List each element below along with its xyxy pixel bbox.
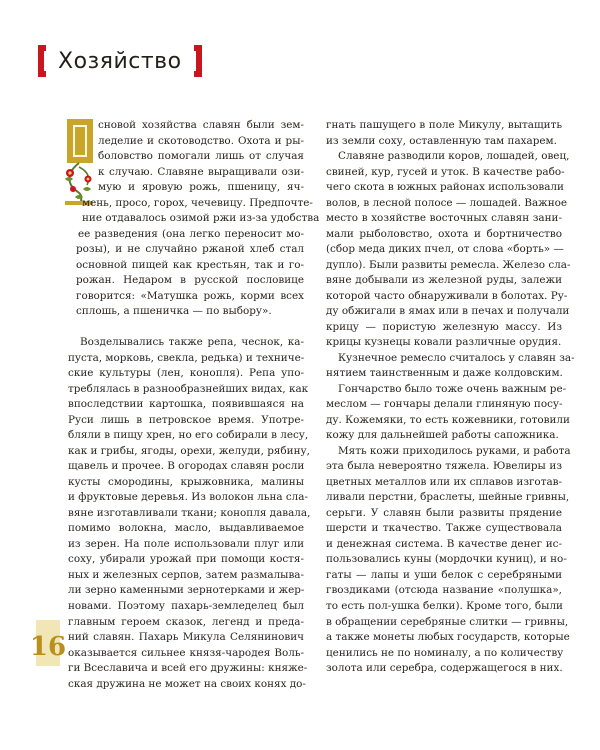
- left-column-line: к случаю. Славяне выращивали ози-: [98, 165, 304, 178]
- left-column-line: говорится: «Матушка рожь, корми всех: [76, 289, 304, 302]
- left-column-line: впоследствии картошка, появившаяся на: [68, 398, 304, 411]
- left-column-line: ее разведения (она легко переносит мо-: [78, 227, 304, 240]
- right-column-line: ду. Кожемяки, то есть кожевники, готовили: [326, 413, 570, 426]
- left-column-line: из зерен. На поле использовали плуг или: [68, 537, 304, 550]
- left-column-line: соху, убирали урожай при помощи костя-: [68, 553, 304, 566]
- right-column-line: шерсти и ткачество. Также существовала: [326, 522, 562, 535]
- left-text-column: [68, 118, 320, 692]
- right-column-line: ду обжигали в ямах или в печах и получали: [326, 305, 570, 318]
- left-column-line: вяне изготавливали ткани; конопля давала,: [68, 506, 311, 519]
- right-column-line: то есть пол-ушка белки). Кроме того, были: [326, 599, 563, 612]
- right-column-line: гвоздиками (отсюда название «полушка»,: [326, 584, 562, 597]
- right-column-line: и денежная система. В качестве денег ис-: [326, 537, 562, 550]
- left-column-line: оказывается сильнее князя-чародея Воль-: [68, 646, 304, 659]
- left-column-line: Руси лишь в петровское время. Употре-: [68, 413, 304, 426]
- section-title: Хозяйство: [58, 48, 182, 74]
- left-column-line: и фруктовые деревья. Из волокон льна сла-: [68, 491, 308, 504]
- right-column-line: дупло). Были развиты ремесла. Железо сла-: [326, 258, 571, 271]
- left-column-line: боловство помогали лишь от случая: [98, 150, 304, 163]
- left-column-line: треблялась в разнообразнейших видах, как: [68, 382, 309, 395]
- right-column-line: вяне добывали из железной руды, залежи: [326, 274, 562, 287]
- left-column-line: помимо волокна, масло, выдавливаемое: [68, 522, 304, 535]
- right-column-line: пользовались куны (мордочки куниц), и но-: [326, 553, 567, 566]
- page-number: 16: [29, 632, 67, 662]
- right-column-line: чего скота в южных районах использовали: [326, 181, 564, 194]
- left-column-line: [68, 320, 304, 336]
- right-column-line: мали рыболовство, охота и бортничество: [326, 227, 562, 240]
- right-column-line: в обращении серебряные слитки — гривны,: [326, 615, 569, 628]
- left-column-line: новами. Поэтому пахарь-земледелец был: [68, 599, 304, 612]
- right-column-line: Кузнечное ремесло считалось у славян за-: [338, 351, 575, 364]
- left-column-line: основной пищей как крестьян, так и го-: [76, 258, 304, 271]
- left-column-line: Возделывались также репа, чеснок, ка-: [80, 336, 304, 349]
- right-column-line: ливали перстни, браслеты, шейные гривны,: [326, 491, 570, 504]
- right-column-line: которой часто обнаруживали в болотах. Ру-: [326, 289, 568, 302]
- right-column-line: ценились не по номиналу, а по количеству: [326, 646, 564, 659]
- page-number-ornament: [29, 620, 67, 666]
- left-column-line: мую и яровую рожь, пшеницу, яч-: [98, 181, 304, 194]
- right-bracket-ornament: [194, 45, 202, 77]
- left-column-line: как и грибы, ягоды, орехи, желуди, рябину,: [68, 444, 310, 457]
- left-column-line: ские культуры (лен, конопля). Репа упо-: [68, 367, 304, 380]
- right-column-line: крицу — пористую железную массу. Из: [326, 320, 562, 333]
- right-column-line: место в хозяйстве восточных славян зани-: [326, 212, 562, 225]
- right-column-line: Славяне разводили коров, лошадей, овец,: [338, 150, 570, 163]
- right-column-line: нятием таинственным и даже колдовским.: [326, 367, 563, 380]
- left-column-line: щавель и прочее. В огородах славян росли: [68, 460, 305, 473]
- right-column-line: эта была невероятно тяжела. Ювелиры из: [326, 460, 562, 473]
- section-heading: [38, 44, 202, 78]
- left-column-line: ных и железных серпов, затем размалыва-: [68, 568, 304, 581]
- left-column-line: рожан. Недаром в русской пословице: [76, 274, 304, 287]
- left-column-line: ская дружина не может на своих конях до-: [68, 677, 306, 690]
- right-column-line: Гончарство было тоже очень важным ре-: [338, 382, 567, 395]
- right-column-line: гнать пашущего в поле Микулу, вытащить: [326, 119, 562, 131]
- left-column-line: ние отдавалось озимой ржи из-за удобства: [82, 212, 320, 225]
- left-column-line: розы), и не случайно ржаной хлеб стал: [76, 243, 304, 256]
- right-column-line: Мять кожи приходилось руками, и работа: [338, 444, 571, 457]
- left-column-line: ли зерно каменными зернотерками и жер-: [68, 584, 305, 597]
- left-column-line: сплошь, а пшеничка — по выбору».: [76, 305, 272, 318]
- left-column-line: пуста, морковь, свекла, редька) и техниче-: [68, 351, 305, 364]
- right-column-line: из земли соху, оставленную там пахарем.: [326, 134, 557, 147]
- right-column-line: золота или серебра, содержащегося в них.: [326, 662, 563, 675]
- left-column-line: кусты смородины, крыжовника, малины: [68, 475, 304, 488]
- right-column-line: (сбор меда диких пчел, от слова «борть» —: [326, 243, 564, 256]
- right-column-line: гаты — лапы и уши белок с серебряными: [326, 568, 562, 581]
- right-column-line: меслом — гончары делали глиняную посу-: [326, 398, 563, 411]
- left-column-line: леделие и скотоводство. Охота и ры-: [98, 134, 304, 147]
- right-column-line: а также монеты любых государств, которые: [326, 631, 570, 644]
- right-column-line: крицы кузнецы ковали различные орудия.: [326, 336, 562, 349]
- left-column-line: ний славян. Пахарь Микула Селянинович: [68, 631, 304, 644]
- left-column-line: ги Всеславича и всей его дружины: княже-: [68, 662, 308, 675]
- right-column-line: свиней, кур, гусей и уток. В качестве рабо-: [326, 165, 565, 178]
- left-column-line: сновой хозяйства славян были зем-: [98, 119, 304, 131]
- right-column-line: волов, в лесной полосе — лошадей. Важное: [326, 196, 568, 209]
- right-column-line: цветных металлов или их сплавов изготав-: [326, 475, 562, 488]
- right-column-line: серьги. У славян были развиты прядение: [326, 506, 562, 519]
- right-column-line: кожу для дальнейшей работы сапожника.: [326, 429, 559, 442]
- left-bracket-ornament: [38, 45, 46, 77]
- left-column-line: мень, просо, горох, чечевицу. Предпочте-: [82, 196, 313, 209]
- left-column-line: главным героем сказок, легенд и преда-: [68, 615, 304, 628]
- left-column-line: бляли в пищу хрен, но его собирали в лесу,: [68, 429, 309, 442]
- right-text-column: [326, 118, 575, 677]
